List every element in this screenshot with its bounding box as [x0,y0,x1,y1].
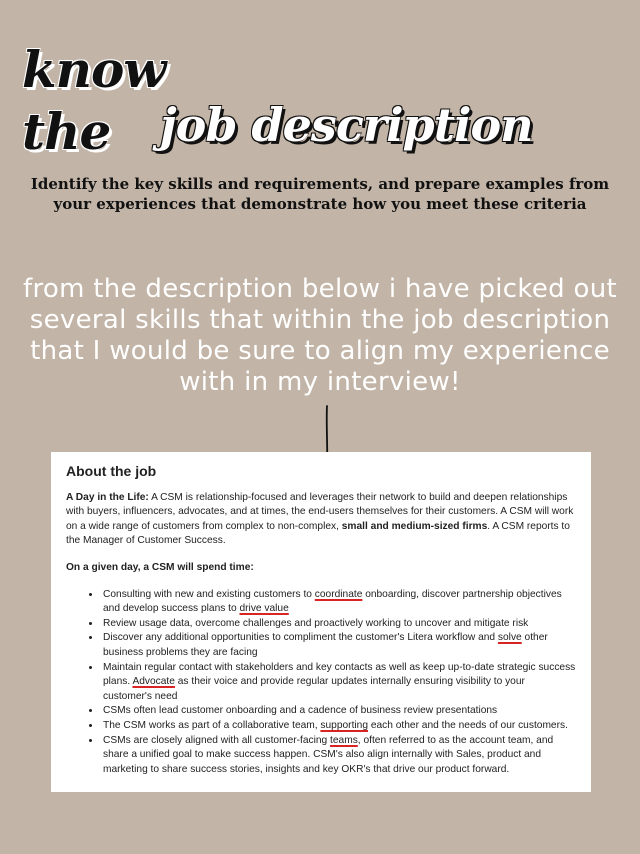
list-item: • Discover any additional opportunities to compliment the customer's Litera workflow and solve other business problems they are facing [101,631,576,660]
list-item: • The CSM works as part of a collaborative team, supporting each other and the needs of our customers. [101,719,576,734]
list-item: • Review usage data, overcome challenges and proactively working to uncover and mitigate risk [101,617,576,632]
intro-paragraph [66,491,576,549]
underlined-skill: coordinate [314,588,363,600]
card-content [66,464,576,777]
card-heading: About the job [66,463,157,479]
list-item: • CSMs often lead customer onboarding and a cadence of business review presentations [101,704,576,719]
intro-bold: small and medium-sized firms [341,520,488,532]
job-description-card [51,452,591,792]
list-item: • CSMs are closely aligned with all customer-facing teams, often referred to as the account team, and share a unified goal to make success happen. CSM's also align internally with Sales, product and marketing to share success stories, insights and key OKR's that drive our product forward. [101,734,576,778]
title-the: the [22,102,111,161]
duties-list [66,588,576,778]
underlined-skill: solve [497,632,522,644]
underlined-skill: Advocate [132,676,175,688]
intro-text-2: . A CSM reports to the Manager of Customer Success. [66,520,570,547]
intro-label: A Day in the Life: [66,491,149,503]
list-item: • Consulting with new and existing customers to coordinate onboarding, discover partnership objectives and develop success plans to drive value [101,588,576,617]
underlined-skill: drive value [239,603,289,615]
underlined-skill: supporting [320,719,368,731]
handwritten-note: from the description below i have picked out several skills that within the job description that I would be sure to align my experience with in my interview! [23,274,617,397]
underlined-skill: teams [330,734,358,746]
intro-text-1: A CSM is relationship-focused and leverages their network to build and deepen relationships with buyers, influencers, advocates, and at times, the end-users themselves for their customers. A CSM will work on a wide range of customers from complex to non-complex, [66,491,574,532]
section-title: On a given day, a CSM will spend time: [66,561,254,573]
subtitle: Identify the key skills and requirements, and prepare examples from your experiences that demonstrate how you meet these criteria [30,175,610,213]
list-item: • Maintain regular contact with stakeholders and key contacts as well as keep up-to-date strategic success plans. Advocate as their voice and provide regular updates internally ensuring visibility to your customer's need [101,661,576,705]
title-know: know [22,40,166,99]
title-job-description: job description [160,98,533,152]
